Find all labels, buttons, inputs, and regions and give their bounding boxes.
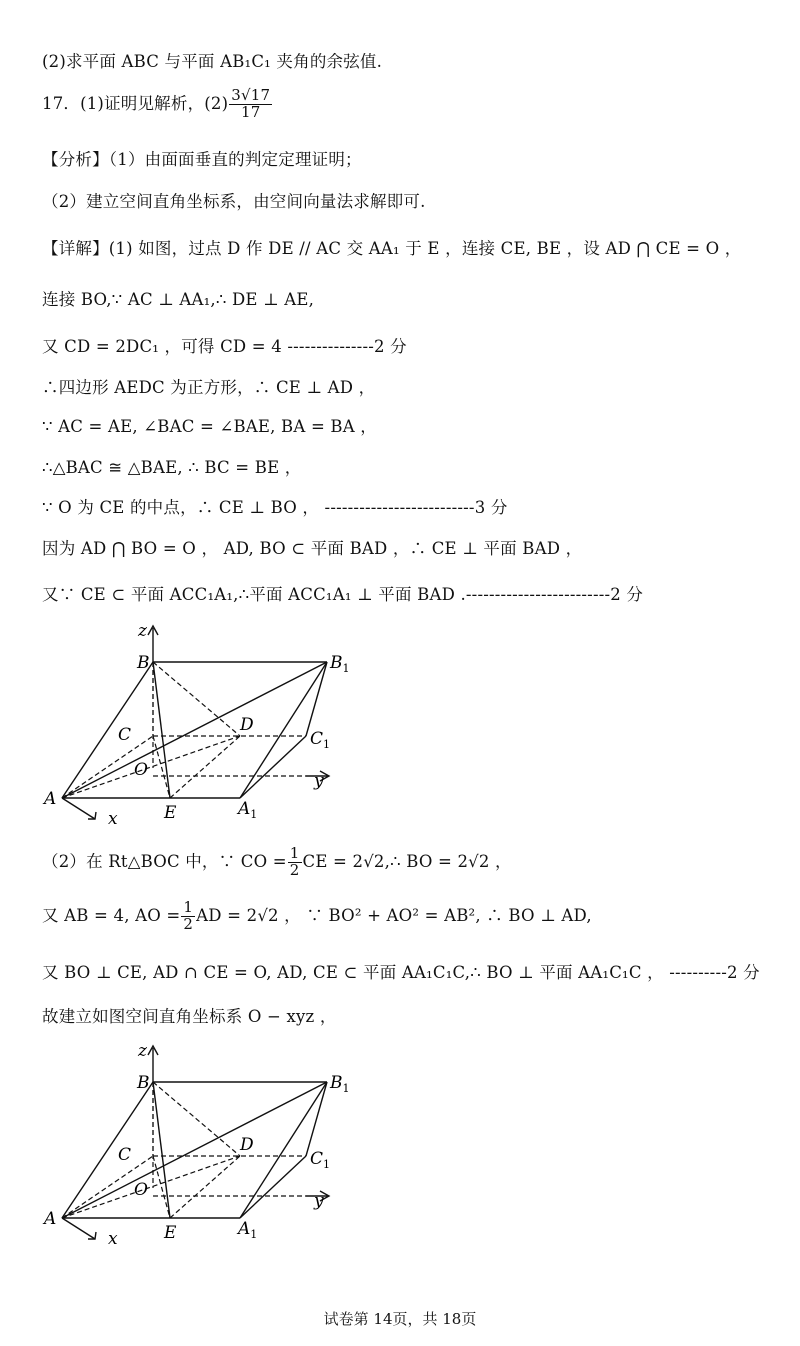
part2-fraction-1 — [288, 846, 302, 879]
edge-A-D — [62, 1156, 240, 1218]
fraction-denominator: 2 — [183, 914, 194, 933]
label-O: O — [134, 1180, 148, 1200]
part2-line-1-prefix: （2）在 Rt△BOC 中，∵ CO = — [42, 851, 287, 871]
x-axis — [62, 1218, 95, 1239]
edge-B-D — [153, 662, 240, 736]
label-A1 — [236, 799, 257, 821]
edge-E-D — [170, 1156, 240, 1218]
fraction-numerator: 3√17 — [231, 86, 271, 104]
prism-diagram-2 — [40, 1038, 380, 1250]
part2-line-4: 故建立如图空间直角坐标系 O − xyz ， — [42, 1007, 337, 1026]
analysis-2: （2）建立空间直角坐标系，由空间向量法求解即可. — [42, 192, 426, 211]
label-C1 — [310, 1149, 330, 1171]
label-B1-sub: 1 — [342, 662, 350, 675]
detail-6: ∴△BAC ≅ △BAE, ∴ BC = BE ， — [42, 458, 302, 477]
x-axis — [62, 798, 95, 819]
label-B1 — [329, 1073, 350, 1095]
label-C1-sub: 1 — [323, 1158, 331, 1171]
label-C: C — [118, 1145, 132, 1165]
edge-E-D — [170, 736, 240, 798]
label-A1 — [236, 1219, 257, 1241]
label-D: D — [240, 1135, 254, 1155]
label-A1-main: A — [238, 1219, 251, 1239]
label-B: B — [137, 653, 150, 673]
prism-diagram-1 — [40, 618, 380, 830]
question-part2: (2)求平面 ABC 与平面 AB₁C₁ 夹角的余弦值. — [42, 52, 383, 71]
label-C: C — [118, 725, 132, 745]
edge-B-E — [153, 1082, 170, 1218]
detail-5: ∵ AC = AE, ∠BAC = ∠BAE, BA = BA ， — [42, 417, 377, 436]
label-A1-main: A — [238, 799, 251, 819]
label-D: D — [240, 715, 254, 735]
answer-fraction — [229, 88, 272, 121]
edge-A-B1 — [62, 662, 327, 798]
detail-4: ∴四边形 AEDC 为正方形，∴ CE ⊥ AD ， — [42, 378, 376, 397]
label-C1-main: C — [310, 729, 324, 749]
label-x: x — [108, 1229, 118, 1249]
fraction-denominator: 17 — [241, 102, 261, 121]
label-B1-main: B — [330, 1073, 343, 1093]
figure-1 — [40, 618, 380, 830]
part2-line-2-suffix: AD = 2√2 ， ∵ BO² + AO² = AB², ∴ BO ⊥ AD, — [196, 905, 592, 925]
part2-line-1 — [42, 846, 512, 879]
label-B: B — [137, 1073, 150, 1093]
fraction-denominator: 2 — [289, 860, 300, 879]
label-E: E — [164, 1223, 177, 1243]
part2-fraction-2 — [181, 900, 195, 933]
label-A: A — [44, 1209, 57, 1229]
label-y: y — [314, 1191, 324, 1211]
part2-line-2-prefix: 又 AB = 4, AO = — [42, 905, 181, 925]
label-x: x — [108, 809, 118, 829]
label-E: E — [164, 803, 177, 823]
label-B1 — [329, 653, 350, 675]
page-footer: 试卷第 14页，共 18页 — [323, 1310, 477, 1328]
edge-B-D — [153, 1082, 240, 1156]
label-B1-sub: 1 — [342, 1082, 350, 1095]
part2-line-3: 又 BO ⊥ CE, AD ∩ CE = O, AD, CE ⊂ 平面 AA₁C₁C,∴ BO ⊥ 平面 AA₁C₁C ， ----------2 分 — [42, 963, 760, 982]
fraction-numerator: 1 — [289, 844, 300, 862]
detail-1: 【详解】(1) 如图，过点 D 作 DE // AC 交 AA₁ 于 E ，连接 CE, BE ，设 AD ⋂ CE = O ， — [42, 239, 742, 258]
edge-C-E — [153, 1156, 170, 1218]
edge-A-B1 — [62, 1082, 327, 1218]
answer-prefix: 17．(1)证明见解析，(2) — [42, 93, 229, 113]
label-z: z — [138, 621, 147, 641]
part2-line-2 — [42, 900, 592, 933]
edge-C-E — [153, 736, 170, 798]
edge-B-E — [153, 662, 170, 798]
label-A: A — [44, 789, 57, 809]
label-C1-sub: 1 — [323, 738, 331, 751]
label-A1-sub: 1 — [250, 808, 258, 821]
edge-B1-C1 — [306, 662, 327, 736]
label-A1-sub: 1 — [250, 1228, 258, 1241]
figure-2 — [40, 1038, 380, 1250]
answer-line — [42, 88, 273, 121]
detail-2: 连接 BO,∵ AC ⊥ AA₁,∴ DE ⊥ AE, — [42, 290, 315, 309]
detail-3: 又 CD = 2DC₁ ，可得 CD = 4 ---------------2 分 — [42, 337, 407, 356]
detail-9: 又∵ CE ⊂ 平面 ACC₁A₁,∴平面 ACC₁A₁ ⊥ 平面 BAD .-------------------------2 分 — [42, 585, 644, 604]
label-y: y — [314, 771, 324, 791]
part2-line-1-suffix: CE = 2√2,∴ BO = 2√2 ， — [302, 851, 512, 871]
analysis-1: 【分析】（1）由面面垂直的判定定理证明； — [42, 150, 362, 169]
label-B1-main: B — [330, 653, 343, 673]
label-C1-main: C — [310, 1149, 324, 1169]
detail-7: ∵ O 为 CE 的中点，∴ CE ⊥ BO ， --------------------------3 分 — [42, 498, 508, 517]
edge-A-D — [62, 736, 240, 798]
fraction-numerator: 1 — [183, 898, 194, 916]
detail-8: 因为 AD ⋂ BO = O ， AD, BO ⊂ 平面 BAD ，∴ CE ⊥ 平面 BAD ， — [42, 539, 583, 558]
edge-B1-C1 — [306, 1082, 327, 1156]
label-z: z — [138, 1041, 147, 1061]
label-O: O — [134, 760, 148, 780]
label-C1 — [310, 729, 330, 751]
